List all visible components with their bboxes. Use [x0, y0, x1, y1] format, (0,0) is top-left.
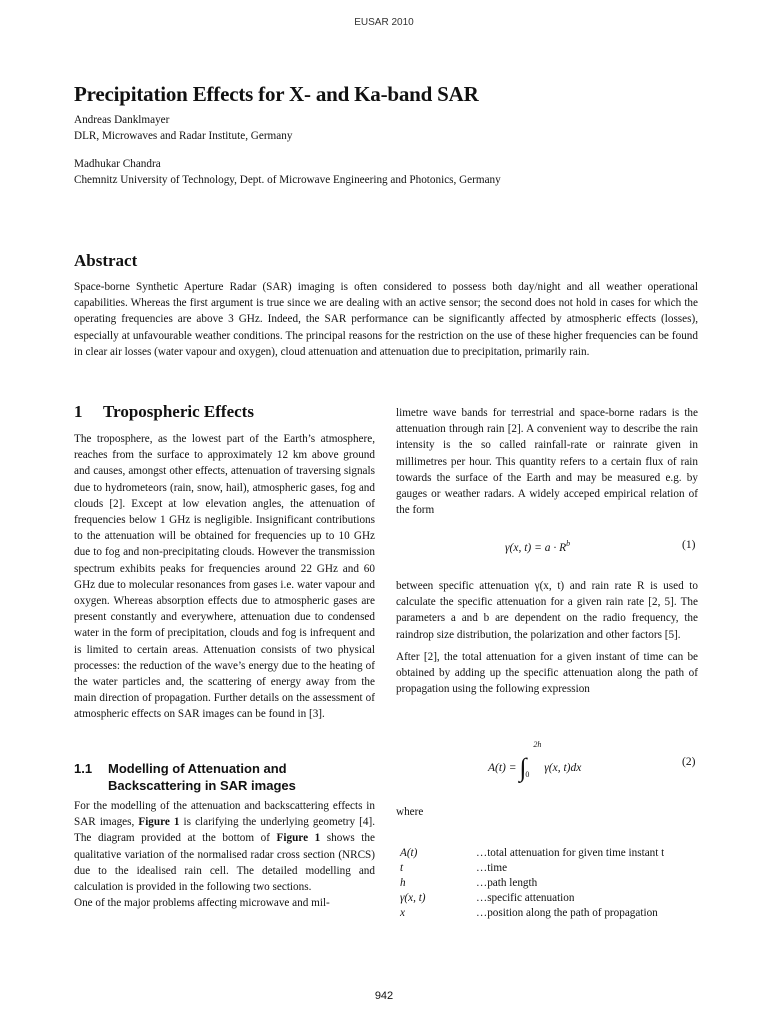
- definition-description: …total attenuation for given time instant t: [476, 847, 665, 859]
- section-number: 1: [74, 402, 83, 421]
- integral-lower: 0: [525, 770, 530, 779]
- subsection-paragraph-2: One of the major problems affecting microwave and mil-: [74, 897, 330, 910]
- author-name: Madhukar Chandra: [74, 158, 161, 170]
- equation-number: (1): [682, 539, 696, 551]
- section1-paragraph: The troposphere, as the lowest part of the Earth’s atmosphere, reaches from the surface to approximately 12 km above ground and causes, amongst other effects, attenuation of traversing signals due to hydrometeors (rain, snow, hail), atmospheric gases, fog and clouds [2]. Except at low elevation angles, the attenuation of frequencies below 1 GHz is negligible. Insignificant contributions to the attenuation will be obtained for frequencies up to 10 GHz due to fog and non-precipitating clouds. However the transmission spectrum exhibits peaks for frequencies around 22 GHz and 60 GHz due to molecular resonances from gases i.e. water vapour and oxygen. Whereas absorption effects due to atmospheric gases are present constantly and everywhere, attenuation due to condensed water in the form of precipitation, clouds and fog is infrequent and is limited to certain areas. Attenuation consists of two physical processes: the reduction of the wave’s energy due to the heating of the water particles and, the scattering of energy away from the main direction of propagation. Further details on the assessment of atmospheric effects on SAR images can be found in [3].: [74, 433, 375, 721]
- author-name: Andreas Danklmayer: [74, 114, 170, 126]
- definition-row: [400, 891, 700, 906]
- subsection-body: [74, 798, 375, 911]
- section-title: Tropospheric Effects: [103, 402, 254, 421]
- abstract-text: Space-borne Synthetic Aperture Radar (SAR) imaging is often considered to possess both day/night and all weather operational capabilities. Whereas the first argument is true since we are dealing with an active sensor; the second does not hold in cases for which the operating frequencies are above 3 GHz. Indeed, the SAR performance can be significantly affected by atmospheric effects (losses), especially at unfavourable weather conditions. The principal reasons for the restriction on the use of these higher frequencies can be found in clear air losses (water vapour and oxygen), cloud attenuation and attenuation due to precipitation, primarily rain.: [74, 281, 698, 358]
- left-column: [74, 431, 375, 723]
- definition-row: [400, 876, 700, 891]
- paper-title: Precipitation Effects for X- and Ka-band SAR: [74, 82, 479, 106]
- abstract-heading: Abstract: [74, 251, 138, 270]
- integral-upper: 2h: [533, 740, 542, 749]
- equation-1: [505, 539, 570, 554]
- author-affiliation: DLR, Microwaves and Radar Institute, Germany: [74, 130, 293, 142]
- definition-row: [400, 861, 700, 876]
- definition-description: …position along the path of propagation: [476, 907, 658, 919]
- definition-symbol: A(t): [400, 847, 418, 859]
- subsection-title: Modelling of Attenuation and Backscattering in SAR images: [108, 761, 296, 793]
- conference-header: EUSAR 2010: [354, 17, 414, 28]
- right-body: [396, 578, 698, 703]
- author-block-2: [74, 156, 501, 188]
- where-label: where: [396, 806, 424, 818]
- right-paragraph-2: between specific attenuation γ(x, t) and rain rate R is used to calculate the specific attenuation for a given rain rate [2, 5]. The parameters a and b are dependent on the radio frequency, the raindrop size distribution, the polarization and other factors [5].: [396, 580, 698, 641]
- definition-symbol: γ(x, t): [400, 892, 426, 904]
- definition-symbol: h: [400, 877, 406, 889]
- subsection-paragraph: [74, 798, 375, 895]
- equation-rhs: γ(x, t)dx: [544, 762, 582, 774]
- section-heading: [74, 402, 254, 422]
- definition-description: …time: [476, 862, 508, 874]
- text-run: For the modelling of the attenuation and backscattering effects in SAR images,: [74, 800, 375, 829]
- text-run: is clarifying the underlying geometry [4]. The diagram provided at the bottom of: [74, 816, 375, 845]
- integral-icon: ∫: [519, 753, 527, 782]
- definition-row: [400, 906, 700, 921]
- definition-symbol: t: [400, 862, 404, 874]
- equation-number: (2): [682, 756, 696, 768]
- subsection-heading: [74, 760, 374, 794]
- right-paragraph-1: limetre wave bands for terrestrial and space-borne radars is the attenuation through rain [2]. A convenient way to describe the rain intensity is the so called rainfall-rate or rainrate given in millimetres per hour. This quantity refers to a certain flux of rain towards the surface of the Earth and may be measured e.g. by gauges or weather radars. A widely acceped empirical relation of the form: [396, 407, 698, 517]
- author-block-1: [74, 112, 292, 144]
- right-column: [396, 405, 698, 518]
- definition-row: [400, 846, 700, 861]
- definition-description: …path length: [476, 877, 538, 889]
- definition-list: [400, 846, 700, 921]
- right-paragraph-3: After [2], the total attenuation for a given instant of time can be obtained by adding up the specific attenuation along the path of propagation using the following expression: [396, 650, 698, 696]
- page-number: 942: [374, 990, 394, 1002]
- equation-2: [488, 740, 582, 782]
- figure-ref[interactable]: Figure 1: [276, 832, 321, 845]
- equation-body: γ(x, t) = a · R: [505, 541, 567, 554]
- equation-lhs: A(t) =: [488, 762, 517, 774]
- equation-exponent: b: [566, 539, 571, 548]
- text-run: shows the qualitative variation of the normalised radar cross section (NRCS) due to the idealised rain cell. The detailed modelling and calculation is provided in the following two sections.: [74, 832, 375, 894]
- definition-symbol: x: [400, 907, 405, 919]
- integral-sign: [519, 740, 542, 782]
- author-affiliation: Chemnitz University of Technology, Dept. of Microwave Engineering and Photonics, Germany: [74, 174, 501, 186]
- figure-ref[interactable]: Figure 1: [138, 816, 180, 829]
- subsection-number: 1.1: [74, 761, 93, 776]
- definition-description: …specific attenuation: [476, 892, 575, 904]
